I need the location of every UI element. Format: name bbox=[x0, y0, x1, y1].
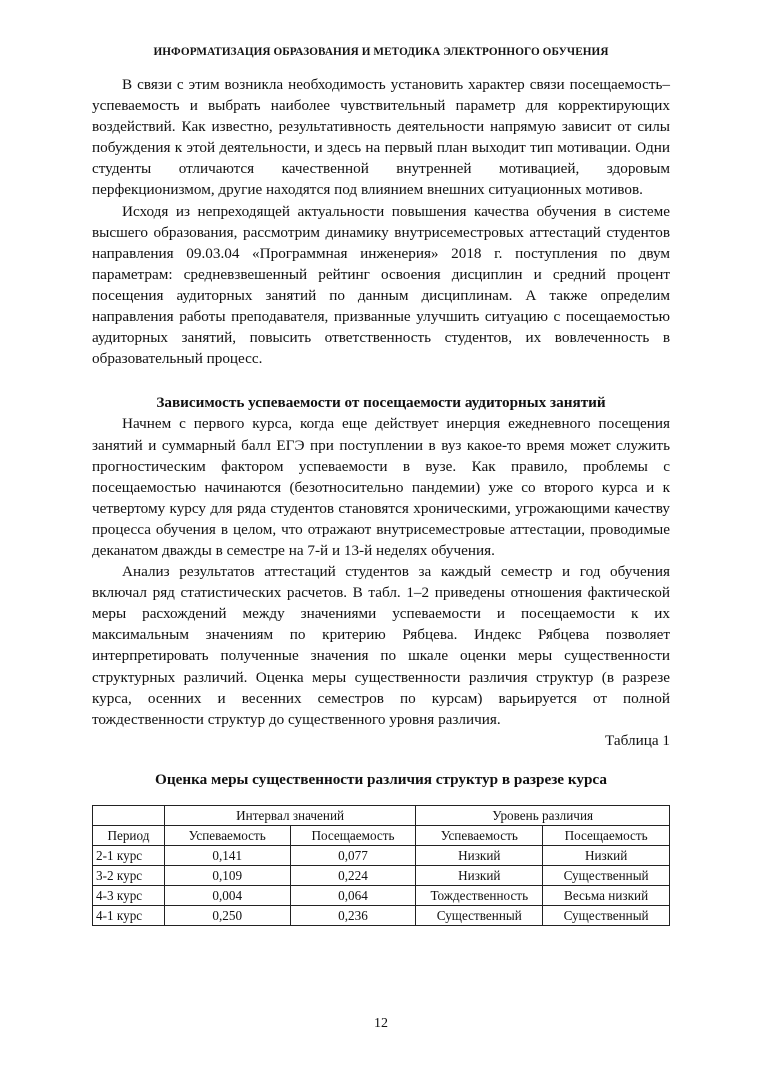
header-group-interval: Интервал значений bbox=[164, 806, 415, 826]
header-uspevaemost: Успеваемость bbox=[164, 826, 290, 846]
section-title: Зависимость успеваемости от посещаемости аудиторных занятий bbox=[156, 394, 606, 412]
cell-level: Существенный bbox=[543, 866, 670, 886]
table-number: Таблица 1 bbox=[605, 731, 670, 749]
cell-value: 0,064 bbox=[290, 886, 416, 906]
header-cell-empty bbox=[93, 806, 165, 826]
paragraph: Начнем с первого курса, когда еще действует инерция ежедневного посещения занятий и суммарный балл ЕГЭ при поступлении в вуз какое-то время может служить прогностическим фактором успеваемости в вузе. Как правило, проблемы с посещаемостью начинаются (безотносительно пандемии) уже со второго курса и к четвертому курсу для ряда студентов становятся хроническими, угрожающими качеству процесса обучения в целом, что отражают внутрисеместровые аттестации, проводимые деканатом дважды в семестре на 7-й и 13-й неделях обучения. bbox=[92, 415, 670, 559]
cell-level: Низкий bbox=[416, 866, 543, 886]
cell-period: 2-1 курс bbox=[93, 846, 165, 866]
cell-period: 4-3 курс bbox=[93, 886, 165, 906]
paragraph: В связи с этим возникла необходимость установить характер связи посещаемость–успеваемость и выбрать наиболее чувствительный параметр для корректирующих воздействий. Как известно, результативность деятельности напрямую зависит от силы побуждения к этой деятельности, и здесь на первый план выходит тип мотивации. Одни студенты отличаются качественной внутренней мотивацией, здоровым перфекционизмом, другие находятся под влиянием внешних ситуационных мотивов. bbox=[92, 76, 670, 199]
table-header-row bbox=[93, 806, 670, 826]
table-title: Оценка меры существенности различия структур в разрезе курса bbox=[155, 770, 607, 788]
page-number: 12 bbox=[374, 1016, 388, 1031]
header-uspevaemost-level: Успеваемость bbox=[416, 826, 543, 846]
header-poseshchaemost: Посещаемость bbox=[290, 826, 416, 846]
cell-value: 0,224 bbox=[290, 866, 416, 886]
cell-level: Тождественность bbox=[416, 886, 543, 906]
cell-value: 0,236 bbox=[290, 906, 416, 926]
cell-level: Весьма низкий bbox=[543, 886, 670, 906]
paragraph: Анализ результатов аттестаций студентов за каждый семестр и год обучения включал ряд статистических расчетов. В табл. 1–2 приведены отношения фактической меры расхождений между значениями успеваемости и посещаемости к их максимальным значениям по критерию Рябцева. Индекс Рябцева позволяет интерпретировать полученные значения по шкале оценки меры существенности структурных различий. Оценка меры существенности различия структур (в разрезе курса, осенних и весенних семестров по курсам) варьируется от полной тождественности структур до существенного уровня различия. bbox=[92, 563, 670, 728]
cell-value: 0,077 bbox=[290, 846, 416, 866]
header-group-level: Уровень различия bbox=[416, 806, 670, 826]
cell-level: Существенный bbox=[416, 906, 543, 926]
data-table bbox=[92, 805, 670, 926]
cell-value: 0,141 bbox=[164, 846, 290, 866]
header-poseshchaemost-level: Посещаемость bbox=[543, 826, 670, 846]
header-period: Период bbox=[93, 826, 165, 846]
cell-value: 0,109 bbox=[164, 866, 290, 886]
running-head: ИНФОРМАТИЗАЦИЯ ОБРАЗОВАНИЯ И МЕТОДИКА ЭЛЕКТРОННОГО ОБУЧЕНИЯ bbox=[153, 46, 609, 58]
cell-value: 0,250 bbox=[164, 906, 290, 926]
cell-level: Существенный bbox=[543, 906, 670, 926]
cell-level: Низкий bbox=[416, 846, 543, 866]
cell-value: 0,004 bbox=[164, 886, 290, 906]
table-row bbox=[93, 906, 670, 926]
table-row bbox=[93, 846, 670, 866]
table-header-row bbox=[93, 826, 670, 846]
paragraph: Исходя из непреходящей актуальности повышения качества обучения в системе высшего образования, рассмотрим динамику внутрисеместровых аттестаций студентов направления 09.03.04 «Программная инженерия» 2018 г. поступления по двум параметрам: средневзвешенный рейтинг освоения дисциплин и средний процент посещения аудиторных занятий по данным дисциплинам. А также определим направления работы преподавателя, призванные улучшить ситуацию с посещаемостью аудиторных занятий, повысить ответственность студентов, их вовлеченность в образовательный процесс. bbox=[92, 202, 670, 368]
article-body bbox=[92, 74, 670, 926]
table-row bbox=[93, 866, 670, 886]
table-row bbox=[93, 886, 670, 906]
cell-period: 4-1 курс bbox=[93, 906, 165, 926]
cell-period: 3-2 курс bbox=[93, 866, 165, 886]
cell-level: Низкий bbox=[543, 846, 670, 866]
